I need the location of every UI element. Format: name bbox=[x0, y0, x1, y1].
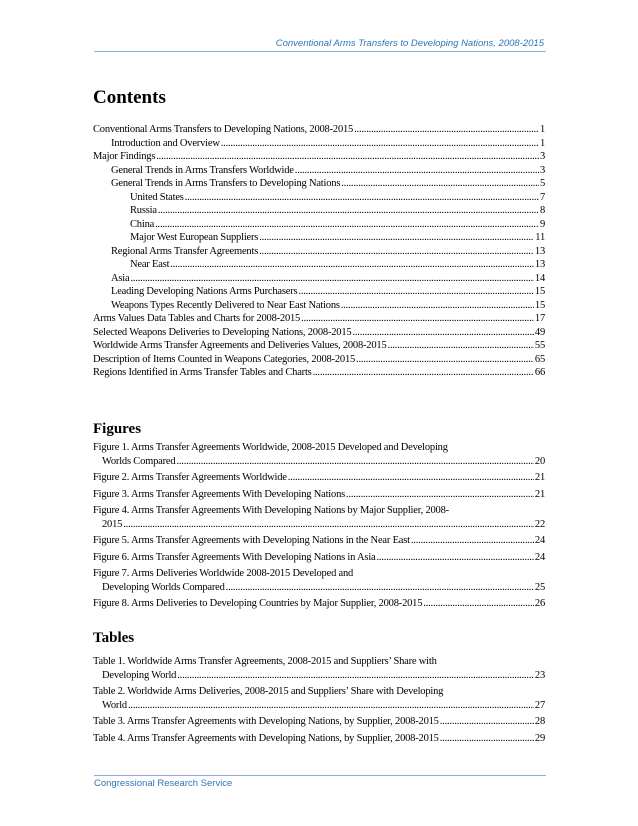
toc-entry-title: Introduction and Overview bbox=[111, 137, 220, 149]
table-entry[interactable] bbox=[93, 685, 545, 712]
tables-heading: Tables bbox=[93, 630, 135, 646]
dot-leader bbox=[185, 191, 539, 205]
toc-entry[interactable] bbox=[93, 150, 545, 164]
toc-entry-title: Figure 8. Arms Deliveries to Developing Countries by Major Supplier, 2008-2015 bbox=[93, 598, 423, 609]
toc-page-number: 11 bbox=[535, 232, 545, 243]
toc-entry[interactable] bbox=[93, 581, 545, 595]
toc-entry[interactable] bbox=[93, 285, 545, 299]
figure-entry[interactable] bbox=[93, 534, 545, 548]
toc-entry-title: Major Findings bbox=[93, 151, 156, 162]
entry-first-line: Figure 1. Arms Transfer Agreements Worldwide, 2008-2015 Developed and Developing bbox=[93, 442, 448, 453]
figure-entry[interactable] bbox=[93, 471, 545, 485]
toc-page-number: 1 bbox=[539, 124, 545, 135]
toc-entry-title: Figure 5. Arms Transfer Agreements with Developing Nations in the Near East bbox=[93, 535, 410, 546]
dot-leader bbox=[352, 326, 533, 340]
dot-leader bbox=[155, 218, 539, 232]
toc-entry[interactable] bbox=[93, 715, 545, 729]
toc-entry[interactable] bbox=[93, 534, 545, 548]
toc-entry[interactable] bbox=[93, 123, 545, 137]
toc-entry[interactable] bbox=[93, 137, 545, 151]
toc-entry[interactable] bbox=[93, 177, 545, 191]
toc-page-number: 27 bbox=[534, 699, 545, 711]
running-header: Conventional Arms Transfers to Developing Nations, 2008-2015 bbox=[275, 38, 544, 49]
toc-page-number: 22 bbox=[534, 518, 545, 530]
dot-leader bbox=[295, 164, 539, 178]
dot-leader bbox=[411, 534, 534, 548]
figures-list bbox=[93, 441, 545, 614]
toc-entry[interactable] bbox=[93, 488, 545, 502]
figure-entry[interactable] bbox=[93, 488, 545, 502]
toc-entry-title: 2015 bbox=[102, 518, 123, 530]
toc-entry[interactable] bbox=[93, 218, 545, 232]
dot-leader bbox=[221, 137, 539, 151]
dot-leader bbox=[288, 471, 534, 485]
table-entry[interactable] bbox=[93, 715, 545, 729]
toc-entry-title: General Trends in Arms Transfers to Developing Nations bbox=[111, 178, 341, 189]
toc-page-number: 23 bbox=[534, 669, 545, 681]
toc-page-number: 1 bbox=[539, 137, 545, 149]
toc-page-number: 26 bbox=[534, 598, 545, 609]
toc-entry-title: Leading Developing Nations Arms Purchasers bbox=[111, 286, 298, 297]
table-entry[interactable] bbox=[93, 732, 545, 746]
tables-list bbox=[93, 655, 545, 748]
toc-entry-title: Major West European Suppliers bbox=[130, 232, 259, 243]
toc-entry[interactable] bbox=[93, 339, 545, 353]
toc-entry[interactable] bbox=[93, 231, 545, 245]
toc-entry[interactable] bbox=[93, 366, 545, 380]
toc-page-number: 5 bbox=[539, 178, 545, 189]
toc-page-number: 21 bbox=[534, 488, 545, 500]
dot-leader bbox=[423, 597, 534, 611]
dot-leader bbox=[298, 285, 533, 299]
entry-first-line: Table 1. Worldwide Arms Transfer Agreements, 2008-2015 and Suppliers’ Share with bbox=[93, 656, 437, 667]
dot-leader bbox=[301, 312, 534, 326]
dot-leader bbox=[177, 669, 534, 683]
toc-entry-title: Near East bbox=[130, 259, 170, 270]
toc-entry-title: Developing Worlds Compared bbox=[102, 581, 225, 593]
toc-page-number: 24 bbox=[534, 551, 545, 563]
toc-entry-title: Selected Weapons Deliveries to Developing Nations, 2008-2015 bbox=[93, 326, 352, 338]
toc-page-number: 13 bbox=[534, 245, 545, 257]
toc-page-number: 7 bbox=[539, 191, 545, 203]
toc-entry-title: World bbox=[102, 699, 127, 711]
toc-page-number: 24 bbox=[534, 535, 545, 546]
toc-page-number: 21 bbox=[534, 472, 545, 483]
toc-entry[interactable] bbox=[93, 551, 545, 565]
dot-leader bbox=[354, 123, 539, 137]
toc-entry-title: United States bbox=[130, 191, 184, 203]
toc-page-number: 20 bbox=[534, 455, 545, 467]
toc-entry-title: Weapons Types Recently Delivered to Near East Nations bbox=[111, 299, 340, 311]
toc-entry[interactable] bbox=[93, 312, 545, 326]
toc-page-number: 55 bbox=[534, 340, 545, 351]
figures-heading: Figures bbox=[93, 421, 142, 437]
dot-leader bbox=[158, 204, 539, 218]
toc-page-number: 29 bbox=[534, 732, 545, 744]
dot-leader bbox=[346, 488, 534, 502]
toc-entry[interactable] bbox=[93, 191, 545, 205]
contents-heading: Contents bbox=[93, 87, 166, 108]
toc-entry[interactable] bbox=[93, 204, 545, 218]
toc-entry-title: Regions Identified in Arms Transfer Tables and Charts bbox=[93, 367, 312, 378]
toc-page-number: 25 bbox=[534, 581, 545, 593]
dot-leader bbox=[259, 231, 534, 245]
toc-entry-title: Table 3. Arms Transfer Agreements with Developing Nations, by Supplier, 2008-2015 bbox=[93, 716, 439, 727]
table-entry[interactable] bbox=[93, 655, 545, 682]
toc-entry[interactable] bbox=[93, 353, 545, 367]
dot-leader bbox=[226, 581, 534, 595]
toc-page-number: 66 bbox=[534, 367, 545, 378]
dot-leader bbox=[176, 455, 533, 469]
toc-page-number: 65 bbox=[534, 353, 545, 365]
dot-leader bbox=[440, 732, 534, 746]
toc-entry[interactable] bbox=[93, 326, 545, 340]
toc-entry-title: Arms Values Data Tables and Charts for 2008-2015 bbox=[93, 313, 301, 324]
dot-leader bbox=[356, 353, 534, 367]
figure-entry[interactable] bbox=[93, 441, 545, 468]
dot-leader bbox=[128, 699, 534, 713]
toc-page-number: 14 bbox=[534, 272, 545, 284]
toc-entry-title: China bbox=[130, 218, 155, 230]
toc-entry-title: Figure 6. Arms Transfer Agreements With Developing Nations in Asia bbox=[93, 551, 376, 563]
toc-page-number: 9 bbox=[539, 218, 545, 230]
dot-leader bbox=[156, 150, 539, 164]
entry-first-line: Figure 7. Arms Deliveries Worldwide 2008-2015 Developed and bbox=[93, 568, 354, 579]
toc-entry[interactable] bbox=[93, 272, 545, 286]
dot-leader bbox=[341, 177, 539, 191]
dot-leader bbox=[440, 715, 534, 729]
toc-page-number: 15 bbox=[534, 286, 545, 297]
toc-entry[interactable] bbox=[93, 669, 545, 683]
toc-entry-title: Regional Arms Transfer Agreements bbox=[111, 245, 259, 257]
toc-entry[interactable] bbox=[93, 164, 545, 178]
contents-list bbox=[93, 123, 545, 380]
toc-entry[interactable] bbox=[93, 732, 545, 746]
toc-page-number: 8 bbox=[539, 205, 545, 216]
entry-first-line: Table 2. Worldwide Arms Deliveries, 2008-2015 and Suppliers’ Share with Developing bbox=[93, 686, 444, 697]
toc-entry-title: Conventional Arms Transfers to Developing Nations, 2008-2015 bbox=[93, 124, 354, 135]
toc-entry-title: Figure 3. Arms Transfer Agreements With Developing Nations bbox=[93, 488, 346, 500]
toc-entry[interactable] bbox=[93, 699, 545, 713]
dot-leader bbox=[313, 366, 534, 380]
toc-page-number: 17 bbox=[534, 313, 545, 324]
toc-entry-title: Worlds Compared bbox=[102, 455, 176, 467]
header-rule bbox=[94, 51, 546, 52]
toc-page-number: 15 bbox=[534, 299, 545, 311]
toc-page-number: 13 bbox=[534, 259, 545, 270]
toc-entry-title: Developing World bbox=[102, 669, 177, 681]
toc-entry-title: Figure 2. Arms Transfer Agreements Worldwide bbox=[93, 472, 287, 483]
toc-entry[interactable] bbox=[93, 518, 545, 532]
toc-entry[interactable] bbox=[93, 455, 545, 469]
dot-leader bbox=[170, 258, 534, 272]
entry-first-line: Figure 4. Arms Transfer Agreements With Developing Nations by Major Supplier, 2008- bbox=[93, 505, 449, 516]
toc-entry-title: Worldwide Arms Transfer Agreements and Deliveries Values, 2008-2015 bbox=[93, 340, 387, 351]
toc-entry-title: Table 4. Arms Transfer Agreements with Developing Nations, by Supplier, 2008-2015 bbox=[93, 732, 439, 744]
toc-entry-title: Russia bbox=[130, 205, 157, 216]
figure-entry[interactable] bbox=[93, 567, 545, 594]
footer-rule bbox=[94, 775, 546, 776]
toc-page-number: 28 bbox=[534, 716, 545, 727]
toc-entry-title: Description of Items Counted in Weapons Categories, 2008-2015 bbox=[93, 353, 356, 365]
toc-page-number: 49 bbox=[534, 326, 545, 338]
dot-leader bbox=[123, 518, 534, 532]
toc-entry-title: Asia bbox=[111, 272, 130, 284]
toc-entry[interactable] bbox=[93, 299, 545, 313]
toc-page-number: 3 bbox=[539, 164, 545, 176]
figure-entry[interactable] bbox=[93, 504, 545, 531]
figure-entry[interactable] bbox=[93, 551, 545, 565]
toc-page-number: 3 bbox=[539, 151, 545, 162]
dot-leader bbox=[388, 339, 534, 353]
dot-leader bbox=[259, 245, 534, 259]
footer-org: Congressional Research Service bbox=[94, 778, 233, 789]
toc-entry[interactable] bbox=[93, 245, 545, 259]
dot-leader bbox=[130, 272, 533, 286]
toc-entry[interactable] bbox=[93, 597, 545, 611]
dot-leader bbox=[341, 299, 534, 313]
toc-entry-title: General Trends in Arms Transfers Worldwide bbox=[111, 164, 294, 176]
dot-leader bbox=[377, 551, 534, 565]
figure-entry[interactable] bbox=[93, 597, 545, 611]
toc-entry[interactable] bbox=[93, 258, 545, 272]
toc-entry[interactable] bbox=[93, 471, 545, 485]
